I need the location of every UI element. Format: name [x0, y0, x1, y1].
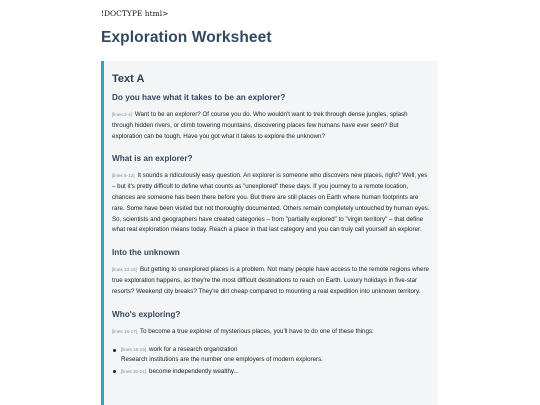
bullet-icon	[113, 370, 116, 373]
doctype-text: !DOCTYPE html>	[101, 9, 169, 18]
paragraph-text: To become a true explorer of mysterious places, you'll have to do one of these things:	[140, 327, 374, 335]
line-reference: [lines 18-19]	[121, 347, 147, 353]
section-paragraph	[112, 110, 430, 142]
list-item-text: become independently wealthy...	[149, 367, 239, 375]
list-item	[112, 367, 430, 377]
paragraph-text: But getting to unexplored places is a problem. Not many people have access to the remote regions where true exploration happens, as they're the most difficult destinations to reach on Earth. Luxury holidays in five-star resorts? Weekend city breaks? They're dirt cheap compared to mounting a real expedition into unknown territory.	[112, 266, 429, 295]
section-paragraph	[112, 327, 430, 338]
text-a-title: Text A	[112, 73, 145, 85]
section-heading-into-unknown: Into the unknown	[112, 248, 180, 258]
line-reference: [lines 5-12]	[112, 173, 135, 179]
paragraph-text: Want to be an explorer? Of course you do. Who wouldn't want to trek through dense jungles, splash through hidden rivers, or climb towering mountains, discovering places few humans have ever seen? But exploration can be tough. Have you got what it takes to explore the unknown?	[112, 111, 408, 140]
list-item	[112, 345, 430, 365]
list-item-text: work for a research organization	[149, 346, 238, 354]
section-heading-explorer-question: Do you have what it takes to be an explorer?	[112, 93, 286, 102]
line-reference: [lines 20-21]	[121, 368, 147, 374]
paragraph-text: It sounds a ridiculously easy question. An explorer is someone who discovers new places, right? Well, yes – but it's pretty difficult to define what counts as "unexplored" these days. If you journey to a remote location, chances are someone has been there before you. But there are still places on Earth where human footprints are rare. Some have been visited but not thoroughly documented. Others remain completely untouched by human eyes. So, scientists and geographers have created categories – from "partially explored" to "virgin territory" – that define what real exploration means today. Reach a place in that last category and you can truly call yourself an explorer.	[112, 172, 430, 234]
section-heading-whos-exploring: Who's exploring?	[112, 309, 181, 319]
line-reference: [lines 16-17]	[112, 328, 138, 334]
section-paragraph	[112, 265, 430, 297]
bullet-icon	[113, 349, 116, 352]
list-item-subtext: Research institutions are the number one employers of modern explorers.	[121, 356, 323, 364]
line-reference: [lines 13-15]	[112, 267, 138, 273]
explorer-options-list	[112, 345, 430, 376]
section-heading-what-is-explorer: What is an explorer?	[112, 154, 193, 164]
section-paragraph	[112, 171, 430, 236]
text-a-panel	[101, 61, 438, 405]
line-reference: [lines 1-4]	[112, 112, 132, 117]
page-title: Exploration Worksheet	[101, 29, 272, 46]
